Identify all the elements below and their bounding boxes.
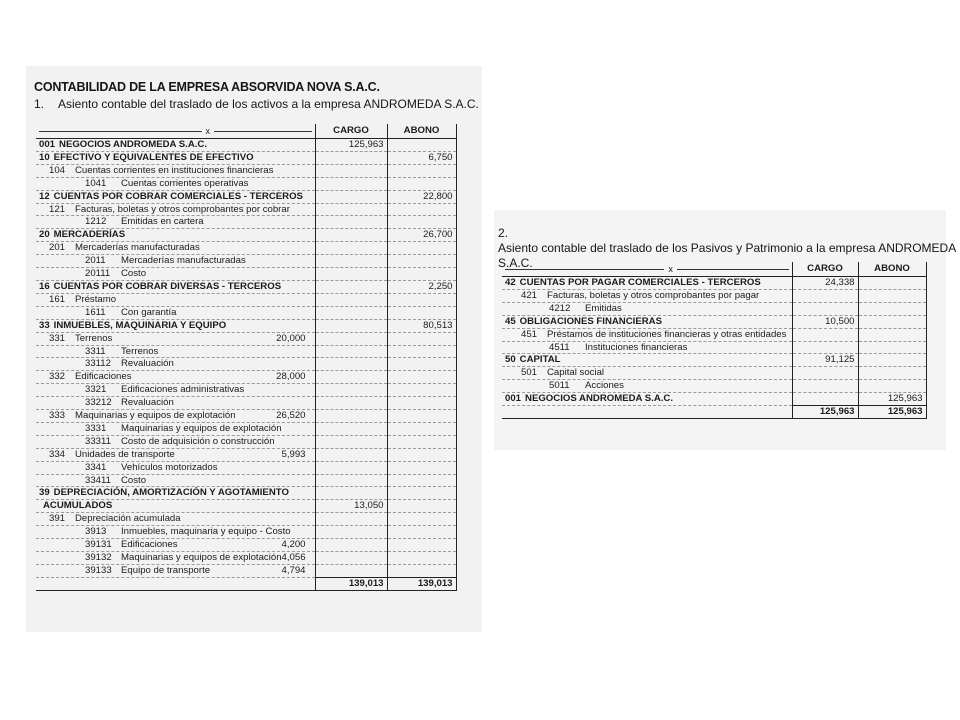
- account-code: 39: [39, 487, 50, 499]
- account-code: 16: [39, 280, 50, 292]
- account-description: [36, 564, 315, 577]
- account-description: [36, 229, 315, 242]
- account-label: CUENTAS POR PAGAR COMERCIALES - TERCEROS: [519, 277, 761, 288]
- account-code: 333: [49, 410, 66, 422]
- abono-amount: 80,513: [387, 319, 456, 332]
- subaccount-amount: 4,056: [281, 552, 306, 563]
- cargo-amount: [315, 242, 387, 255]
- abono-amount: 2,250: [387, 280, 456, 293]
- account-code: 001: [39, 139, 56, 150]
- account-code: 3331: [85, 422, 107, 434]
- table-row: [502, 367, 926, 380]
- account-label: Terrenos: [121, 345, 159, 357]
- cargo-amount: [315, 280, 387, 293]
- account-description: [36, 448, 315, 461]
- table-row: [36, 461, 456, 474]
- account-code: 331: [49, 332, 66, 344]
- account-code: 104: [49, 164, 66, 176]
- table-row: [36, 448, 456, 461]
- cargo-amount: [315, 151, 387, 164]
- account-label: Instituciones financieras: [585, 341, 688, 353]
- total-abono: 139,013: [387, 577, 456, 590]
- account-label: Edificaciones: [75, 371, 132, 383]
- account-label: Maquinarias y equipos de explotación: [75, 410, 236, 422]
- cargo-amount: [792, 328, 858, 341]
- abono-amount: [387, 203, 456, 216]
- account-label: Costo: [121, 268, 147, 280]
- abono-amount: [387, 397, 456, 410]
- subaccount-amount: 20,000: [276, 332, 306, 344]
- account-label: Emitidas en cartera: [121, 216, 204, 228]
- table-row: [36, 190, 456, 203]
- total-cargo: 125,963: [792, 406, 858, 419]
- account-code: 4212: [549, 302, 571, 314]
- cargo-amount: [315, 358, 387, 371]
- account-description: [36, 268, 315, 281]
- abono-amount: [387, 164, 456, 177]
- abono-amount: [387, 216, 456, 229]
- header-x-marker: x: [668, 264, 673, 274]
- account-code: 33112: [85, 358, 111, 370]
- account-description: [36, 500, 315, 513]
- account-description: [502, 354, 792, 367]
- total-row: [36, 577, 456, 590]
- abono-amount: [387, 306, 456, 319]
- account-label: Mercaderías manufacturadas: [75, 242, 200, 254]
- abono-amount: [387, 422, 456, 435]
- account-description: [36, 216, 315, 229]
- account-code: 39132: [85, 552, 112, 563]
- account-label: Costo de adquisición o construcción: [121, 435, 275, 447]
- table-row: [36, 435, 456, 448]
- account-code: 121: [49, 203, 66, 215]
- table-row: [36, 255, 456, 268]
- cargo-amount: [315, 319, 387, 332]
- abono-amount: [387, 564, 456, 577]
- abono-amount: [387, 371, 456, 384]
- account-description: [36, 513, 315, 526]
- cargo-amount: [315, 397, 387, 410]
- account-label: Acciones: [585, 380, 624, 392]
- cargo-amount: [792, 289, 858, 302]
- account-description: [502, 380, 792, 393]
- table-row: [36, 319, 456, 332]
- account-label: Mercaderías manufacturadas: [121, 255, 246, 267]
- cargo-amount: [315, 306, 387, 319]
- abono-amount: 22,800: [387, 190, 456, 203]
- account-label: CAPITAL: [519, 354, 561, 366]
- subaccount-amount: 4,200: [281, 539, 306, 551]
- abono-amount: [387, 552, 456, 565]
- total-cargo: 139,013: [315, 577, 387, 590]
- account-description: [36, 190, 315, 203]
- abono-amount: [858, 302, 926, 315]
- table-row: [36, 293, 456, 306]
- cargo-amount: [792, 341, 858, 354]
- cargo-amount: [315, 190, 387, 203]
- account-description: [36, 358, 315, 371]
- account-code: 5011: [549, 380, 570, 392]
- account-code: 39131: [85, 539, 112, 551]
- account-description: [502, 341, 792, 354]
- account-description: [36, 177, 315, 190]
- cargo-amount: [315, 229, 387, 242]
- abono-amount: [858, 341, 926, 354]
- account-code: 421: [521, 289, 538, 301]
- account-code: 1041: [85, 177, 107, 189]
- section-2-number: 2.: [498, 226, 509, 240]
- table-row: [502, 302, 926, 315]
- account-label: Unidades de transporte: [75, 448, 175, 460]
- account-label: NEGOCIOS ANDROMEDA S.A.C.: [59, 139, 208, 150]
- account-label: Cuentas corrientes operativas: [121, 177, 249, 189]
- cargo-amount: [315, 410, 387, 423]
- account-label: EFECTIVO Y EQUIVALENTES DE EFECTIVO: [53, 151, 254, 163]
- account-code: 3913: [85, 526, 107, 538]
- section-1-title: Asiento contable del traslado de los activos a la empresa ANDROMEDA S.A.C.: [58, 97, 479, 111]
- account-code: 3341: [85, 461, 107, 473]
- abono-amount: [387, 526, 456, 539]
- account-label: NEGOCIOS ANDROMEDA S.A.C.: [525, 393, 674, 405]
- section-2-title-line1: Asiento contable del traslado de los Pasivos y Patrimonio a la empresa ANDROMEDA: [498, 241, 957, 255]
- header-abono: ABONO: [387, 124, 456, 139]
- account-label: Edificaciones: [121, 539, 178, 551]
- account-label: Terrenos: [75, 332, 113, 344]
- header-x-marker: x: [205, 126, 210, 136]
- cargo-amount: [315, 216, 387, 229]
- account-code: 391: [49, 513, 66, 525]
- cargo-amount: [315, 164, 387, 177]
- cargo-amount: 24,338: [792, 277, 858, 290]
- account-label: Costo: [121, 474, 147, 486]
- account-description: [36, 384, 315, 397]
- cargo-amount: [315, 293, 387, 306]
- account-code: 332: [49, 371, 66, 383]
- abono-amount: [387, 242, 456, 255]
- account-description: [502, 289, 792, 302]
- account-description: [502, 393, 792, 406]
- total-label-cell: [502, 406, 792, 419]
- table-row: [36, 139, 456, 152]
- account-label: Vehículos motorizados: [121, 461, 218, 473]
- cargo-amount: 13,050: [315, 500, 387, 513]
- cargo-amount: [315, 448, 387, 461]
- abono-amount: [387, 358, 456, 371]
- table-row: [36, 306, 456, 319]
- account-label: INMUEBLES, MAQUINARIA Y EQUIPO: [53, 319, 227, 331]
- account-description: [36, 293, 315, 306]
- account-code: 33311: [85, 435, 111, 447]
- header-abono: ABONO: [858, 262, 926, 277]
- cargo-amount: [315, 539, 387, 552]
- abono-amount: [858, 277, 926, 290]
- account-description: [502, 328, 792, 341]
- account-label: Préstamo: [75, 293, 117, 305]
- cargo-amount: [315, 461, 387, 474]
- table-row: [36, 177, 456, 190]
- subaccount-amount: 26,520: [276, 410, 306, 422]
- account-description: [36, 345, 315, 358]
- account-label: Préstamos de instituciones financieras y otras entidades: [547, 328, 787, 340]
- table-row: [502, 393, 926, 406]
- table-row: [36, 203, 456, 216]
- account-description: [36, 255, 315, 268]
- table-row: [36, 397, 456, 410]
- account-code: 2011: [85, 255, 106, 267]
- account-description: [36, 203, 315, 216]
- table-row: [36, 280, 456, 293]
- account-label: CUENTAS POR COBRAR DIVERSAS - TERCEROS: [53, 280, 282, 292]
- account-label: Edificaciones administrativas: [121, 384, 245, 396]
- cargo-amount: [792, 302, 858, 315]
- table-row: [36, 216, 456, 229]
- abono-amount: [387, 410, 456, 423]
- account-label: Equipo de transporte: [121, 564, 211, 576]
- cargo-amount: [315, 552, 387, 565]
- account-description: [36, 332, 315, 345]
- table-row: [36, 526, 456, 539]
- cargo-amount: [315, 474, 387, 487]
- account-description: [36, 280, 315, 293]
- account-description: [36, 552, 315, 565]
- account-label: CUENTAS POR COBRAR COMERCIALES - TERCEROS: [53, 190, 303, 202]
- table-row: [36, 164, 456, 177]
- account-label: OBLIGACIONES FINANCIERAS: [519, 315, 662, 327]
- total-label-cell: [36, 577, 315, 590]
- cargo-amount: [792, 380, 858, 393]
- ledger-table-liabilities: [502, 262, 927, 419]
- account-label: Revaluación: [121, 397, 174, 409]
- cargo-amount: 10,500: [792, 315, 858, 328]
- account-label: Facturas, boletas y otros comprobantes por pagar: [547, 289, 760, 301]
- account-description: [36, 319, 315, 332]
- table-header-row: [502, 262, 926, 277]
- abono-amount: [387, 513, 456, 526]
- account-code: 45: [505, 315, 516, 327]
- abono-amount: [387, 268, 456, 281]
- account-label: Depreciación acumulada: [75, 513, 181, 525]
- account-label: DEPRECIACIÓN, AMORTIZACIÓN Y AGOTAMIENTO: [53, 487, 289, 499]
- total-abono: 125,963: [858, 406, 926, 419]
- abono-amount: [387, 332, 456, 345]
- cargo-amount: [315, 487, 387, 500]
- table-row: [36, 332, 456, 345]
- account-description: [36, 164, 315, 177]
- account-code: 39133: [85, 564, 112, 576]
- table-row: [36, 474, 456, 487]
- subaccount-amount: 4,794: [281, 564, 306, 576]
- account-description: [502, 367, 792, 380]
- account-code: 33: [39, 319, 50, 331]
- subaccount-amount: 5,993: [281, 448, 306, 460]
- account-code: 33212: [85, 397, 112, 409]
- abono-amount: [387, 435, 456, 448]
- abono-amount: [387, 461, 456, 474]
- cargo-amount: [315, 513, 387, 526]
- header-description: [36, 124, 315, 139]
- account-label: Maquinarias y equipos de explotación: [121, 422, 282, 434]
- cargo-amount: [792, 393, 858, 406]
- document-title: CONTABILIDAD DE LA EMPRESA ABSORVIDA NOVA S.A.C.: [34, 80, 380, 94]
- account-label: Emitidas: [585, 302, 622, 314]
- account-code: 334: [49, 448, 66, 460]
- abono-amount: [858, 367, 926, 380]
- cargo-amount: [315, 422, 387, 435]
- cargo-amount: [315, 384, 387, 397]
- account-label: Inmuebles, maquinaria y equipo - Costo: [121, 526, 291, 538]
- account-description: [36, 526, 315, 539]
- account-description: [36, 306, 315, 319]
- cargo-amount: [315, 371, 387, 384]
- table-row: [36, 513, 456, 526]
- account-code: 201: [49, 242, 66, 254]
- abono-amount: [387, 255, 456, 268]
- section-1-number: 1.: [34, 97, 45, 111]
- subaccount-amount: 28,000: [276, 371, 306, 383]
- account-description: [36, 422, 315, 435]
- abono-amount: [387, 384, 456, 397]
- cargo-amount: [315, 526, 387, 539]
- account-code: 451: [521, 328, 538, 340]
- account-description: [36, 139, 315, 152]
- account-description: [36, 487, 315, 500]
- abono-amount: [387, 345, 456, 358]
- abono-amount: 125,963: [858, 393, 926, 406]
- table-row: [36, 552, 456, 565]
- abono-amount: [387, 539, 456, 552]
- table-row: [36, 410, 456, 423]
- account-code: 161: [49, 293, 66, 305]
- table-row: [36, 384, 456, 397]
- abono-amount: [387, 487, 456, 500]
- header-description: [502, 262, 792, 277]
- cargo-amount: [315, 268, 387, 281]
- cargo-amount: [315, 203, 387, 216]
- table-row: [502, 328, 926, 341]
- table-row: [502, 315, 926, 328]
- account-description: [36, 242, 315, 255]
- account-label: Revaluación: [121, 358, 174, 370]
- table-row: [36, 539, 456, 552]
- account-code: 20: [39, 229, 50, 241]
- table-row: [36, 151, 456, 164]
- ledger-table-assets: [36, 124, 457, 591]
- header-cargo: CARGO: [792, 262, 858, 277]
- account-description: [36, 371, 315, 384]
- account-label: Con garantía: [121, 306, 177, 318]
- account-description: [36, 397, 315, 410]
- abono-amount: [858, 328, 926, 341]
- account-label: MERCADERÍAS: [53, 229, 126, 241]
- section-1-heading: [34, 97, 479, 112]
- account-description: [502, 302, 792, 315]
- account-code: 501: [521, 367, 538, 379]
- account-description: [502, 315, 792, 328]
- table-row: [36, 371, 456, 384]
- cargo-amount: [315, 177, 387, 190]
- cargo-amount: [315, 332, 387, 345]
- account-label: Capital social: [547, 367, 605, 379]
- abono-amount: [858, 289, 926, 302]
- abono-amount: 26,700: [387, 229, 456, 242]
- table-row: [36, 358, 456, 371]
- abono-amount: [387, 500, 456, 513]
- abono-amount: [858, 315, 926, 328]
- table-header-row: [36, 124, 456, 139]
- cargo-amount: [315, 345, 387, 358]
- table-row: [502, 354, 926, 367]
- account-description: [36, 474, 315, 487]
- cargo-amount: [315, 435, 387, 448]
- account-description: [36, 410, 315, 423]
- table-row: [36, 229, 456, 242]
- account-label: Cuentas corrientes en instituciones financieras: [75, 164, 274, 176]
- table-row: [502, 341, 926, 354]
- section-2-title-line2: S.A.C.: [498, 256, 533, 270]
- abono-amount: [387, 177, 456, 190]
- account-code: 33411: [85, 474, 111, 486]
- account-code: 1212: [85, 216, 107, 228]
- table-row: [502, 289, 926, 302]
- table-row: [36, 487, 456, 500]
- header-cargo: CARGO: [315, 124, 387, 139]
- table-row: [36, 242, 456, 255]
- abono-amount: [387, 293, 456, 306]
- table-row: [36, 564, 456, 577]
- account-description: [36, 435, 315, 448]
- account-code: 12: [39, 190, 50, 202]
- account-code: 3321: [85, 384, 107, 396]
- table-row: [36, 268, 456, 281]
- abono-amount: [387, 474, 456, 487]
- cargo-amount: [792, 367, 858, 380]
- account-code: 50: [505, 354, 516, 366]
- total-row: [502, 406, 926, 419]
- table-row: [36, 422, 456, 435]
- account-description: [502, 277, 792, 290]
- account-code: 3311: [85, 345, 106, 357]
- abono-amount: [858, 380, 926, 393]
- account-description: [36, 461, 315, 474]
- account-code: 20111: [85, 268, 111, 280]
- account-label: Maquinarias y equipos de explotación: [121, 552, 282, 563]
- abono-amount: [387, 139, 456, 152]
- account-code: 1611: [85, 306, 106, 318]
- abono-amount: 6,750: [387, 151, 456, 164]
- account-code: 001: [505, 393, 522, 405]
- cargo-amount: 125,963: [315, 139, 387, 152]
- abono-amount: [858, 354, 926, 367]
- table-row: [36, 500, 456, 513]
- account-label: ACUMULADOS: [43, 500, 113, 512]
- account-description: [36, 151, 315, 164]
- account-code: 10: [39, 151, 50, 163]
- account-label: Facturas, boletas y otros comprobantes por cobrar: [75, 203, 290, 215]
- table-row: [502, 380, 926, 393]
- table-row: [502, 277, 926, 290]
- account-code: 42: [505, 277, 516, 288]
- cargo-amount: 91,125: [792, 354, 858, 367]
- account-description: [36, 539, 315, 552]
- cargo-amount: [315, 255, 387, 268]
- account-code: 4511: [549, 341, 570, 353]
- abono-amount: [387, 448, 456, 461]
- table-row: [36, 345, 456, 358]
- cargo-amount: [315, 564, 387, 577]
